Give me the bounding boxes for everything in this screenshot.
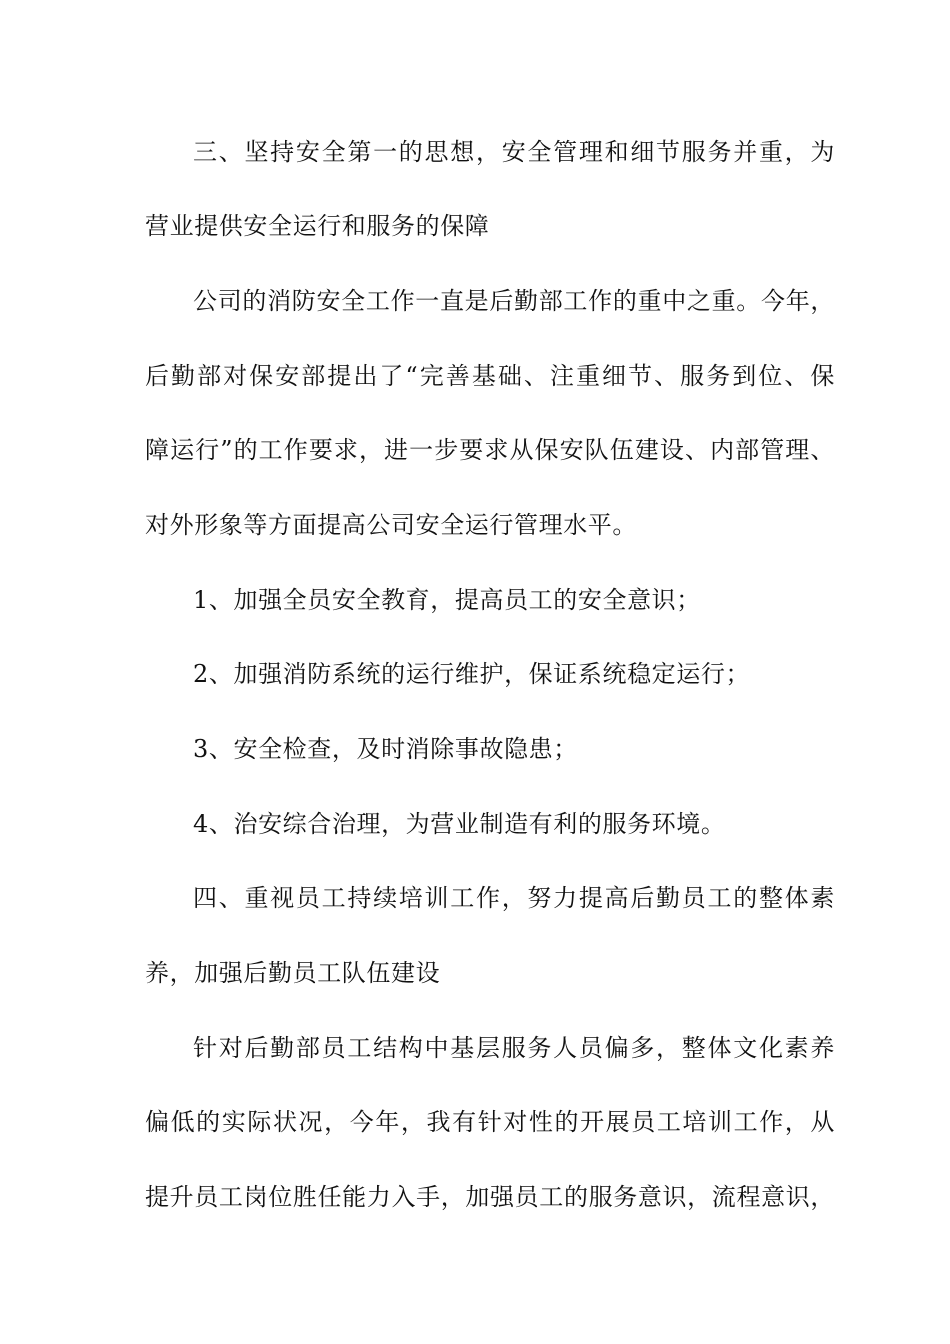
- section-heading-4-line-2: 养，加强后勤员工队伍建设: [145, 959, 441, 987]
- paragraph-line: 偏低的实际状况，今年，我有针对性的开展员工培训工作，从: [145, 1108, 835, 1136]
- section-heading-3-line-1: 三、坚持安全第一的思想，安全管理和细节服务并重，为: [193, 138, 835, 166]
- list-item: 2、加强消防系统的运行维护，保证系统稳定运行；: [193, 660, 751, 688]
- paragraph-line: 针对后勤部员工结构中基层服务人员偏多，整体文化素养: [193, 1034, 835, 1062]
- section-heading-3-line-2: 营业提供安全运行和服务的保障: [145, 212, 490, 240]
- paragraph-line: 障运行”的工作要求，进一步要求从保安队伍建设、内部管理、: [145, 436, 835, 464]
- paragraph-line: 公司的消防安全工作一直是后勤部工作的重中之重。今年，: [193, 287, 835, 315]
- paragraph-line: 后勤部对保安部提出了“完善基础、注重细节、服务到位、保: [145, 362, 835, 390]
- paragraph-line: 对外形象等方面提高公司安全运行管理水平。: [145, 511, 637, 539]
- list-item: 4、治安综合治理，为营业制造有利的服务环境。: [193, 810, 726, 838]
- section-heading-4-line-1: 四、重视员工持续培训工作，努力提高后勤员工的整体素: [193, 884, 835, 912]
- list-item: 1、加强全员安全教育，提高员工的安全意识；: [193, 586, 701, 614]
- paragraph-line: 提升员工岗位胜任能力入手，加强员工的服务意识，流程意识，: [145, 1183, 835, 1211]
- list-item: 3、安全检查，及时消除事故隐患；: [193, 735, 578, 763]
